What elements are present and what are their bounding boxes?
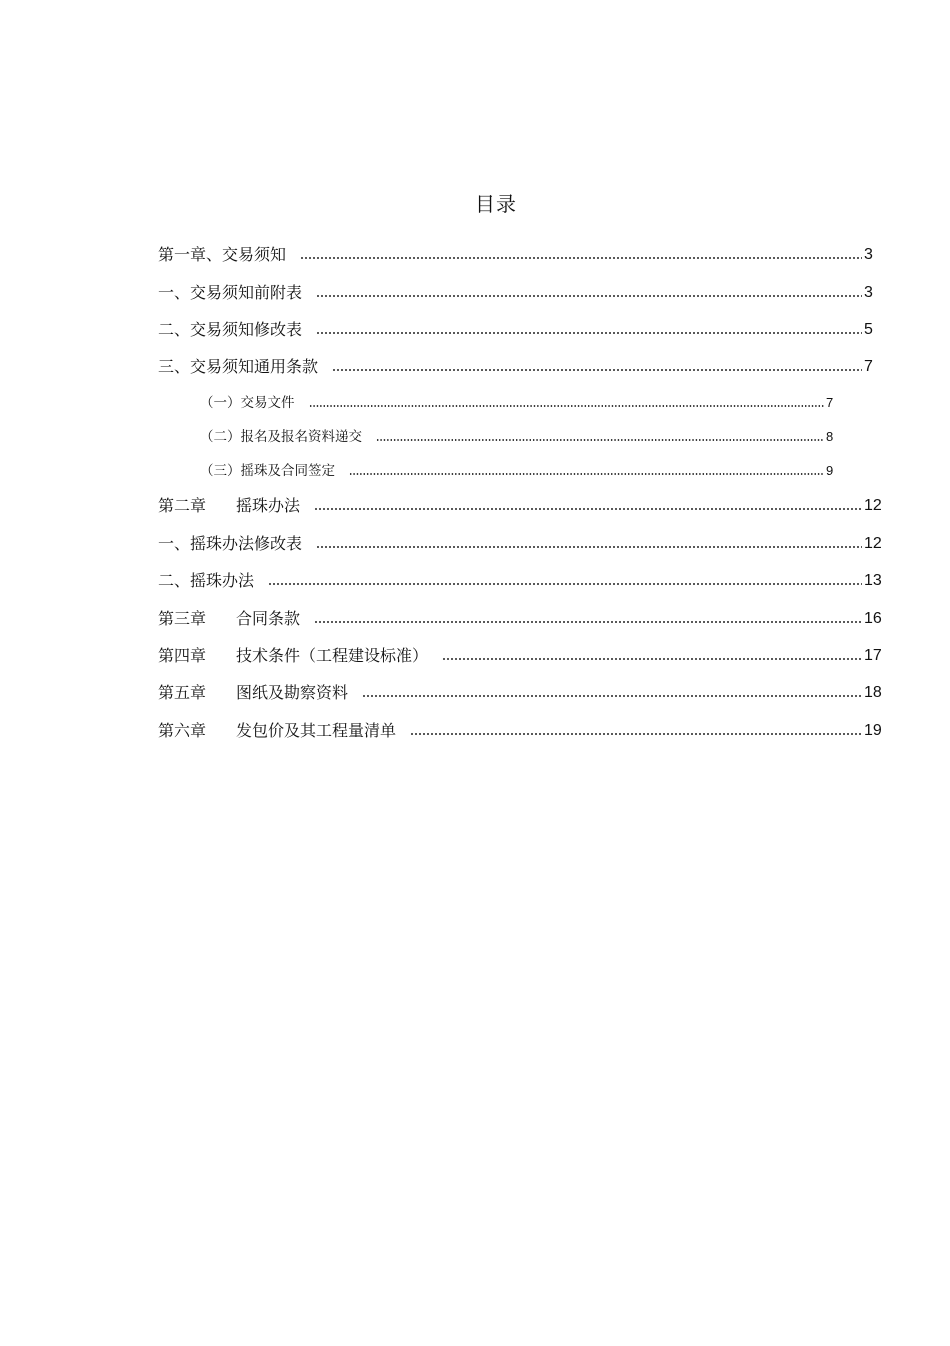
toc-entry-label: （一）交易文件 (200, 395, 295, 411)
toc-entry[interactable] (158, 569, 892, 593)
dot-leader (349, 471, 824, 477)
toc-page-number: 19 (864, 722, 882, 739)
toc-entry[interactable] (158, 644, 892, 668)
dot-leader (442, 656, 862, 662)
toc-page-number: 18 (864, 684, 882, 701)
chapter-title: 摇珠办法 (236, 496, 301, 515)
toc-entry[interactable] (158, 243, 892, 267)
dot-leader (314, 619, 862, 625)
toc-subentry[interactable] (200, 460, 840, 482)
toc-entry-label (158, 644, 442, 668)
dot-leader (268, 581, 862, 587)
chapter-title: 技术条件（工程建设标准） (236, 646, 429, 665)
chapter-number: 第三章 (158, 609, 207, 628)
toc-page-number: 12 (864, 497, 882, 514)
toc-entry-label: 二、交易须知修改表 (158, 320, 303, 339)
toc-page-number: 17 (864, 647, 882, 664)
dot-leader (410, 731, 862, 737)
toc-entry[interactable] (158, 681, 892, 705)
toc-entry[interactable] (158, 281, 892, 305)
toc-entry[interactable] (158, 532, 892, 556)
toc-page-number: 12 (864, 535, 882, 552)
toc-page-number: 5 (864, 321, 873, 338)
toc-entry-label: 一、交易须知前附表 (158, 283, 303, 302)
toc-subentry[interactable] (200, 392, 840, 414)
toc-entry[interactable] (158, 719, 892, 743)
toc-entry-label (158, 681, 362, 705)
toc-page-number: 3 (864, 284, 873, 301)
dot-leader (316, 293, 862, 299)
dot-leader (316, 330, 862, 336)
toc-entry-label: 一、摇珠办法修改表 (158, 534, 303, 553)
dot-leader (376, 437, 824, 443)
chapter-number: 第四章 (158, 646, 207, 665)
dot-leader (309, 403, 825, 409)
toc-entry-label (158, 607, 314, 631)
chapter-number: 第五章 (158, 683, 207, 702)
toc-page-number: 3 (864, 246, 873, 263)
dot-leader (314, 506, 862, 512)
toc-entry-label: 三、交易须知通用条款 (158, 357, 319, 376)
toc-page-number: 13 (864, 572, 882, 589)
toc-entry-label (158, 719, 410, 743)
toc-entry-label: （三）摇珠及合同签定 (200, 463, 335, 479)
toc-page-number: 9 (826, 463, 834, 478)
toc-entry-label: 第一章、交易须知 (158, 245, 287, 264)
dot-leader (300, 255, 862, 261)
chapter-title: 发包价及其工程量清单 (236, 721, 397, 740)
chapter-title: 合同条款 (236, 609, 301, 628)
toc-page-number: 8 (826, 429, 834, 444)
toc-entry[interactable] (158, 494, 892, 518)
toc-entry-label: 二、摇珠办法 (158, 571, 255, 590)
toc-entry[interactable] (158, 355, 892, 379)
dot-leader (332, 367, 862, 373)
chapter-number: 第六章 (158, 721, 207, 740)
toc-entry-label (158, 494, 314, 518)
toc-entry[interactable] (158, 607, 892, 631)
toc-entry[interactable] (158, 318, 892, 342)
toc-entry-label: （二）报名及报名资料递交 (200, 429, 362, 445)
dot-leader (316, 544, 862, 550)
toc-page-number: 16 (864, 610, 882, 627)
toc-page-number: 7 (826, 395, 834, 410)
toc-title: 目录 (475, 192, 517, 216)
toc-page-number: 7 (864, 358, 873, 375)
chapter-title: 图纸及勘察资料 (236, 683, 349, 702)
chapter-number: 第二章 (158, 496, 207, 515)
toc-subentry[interactable] (200, 426, 840, 448)
dot-leader (362, 693, 862, 699)
